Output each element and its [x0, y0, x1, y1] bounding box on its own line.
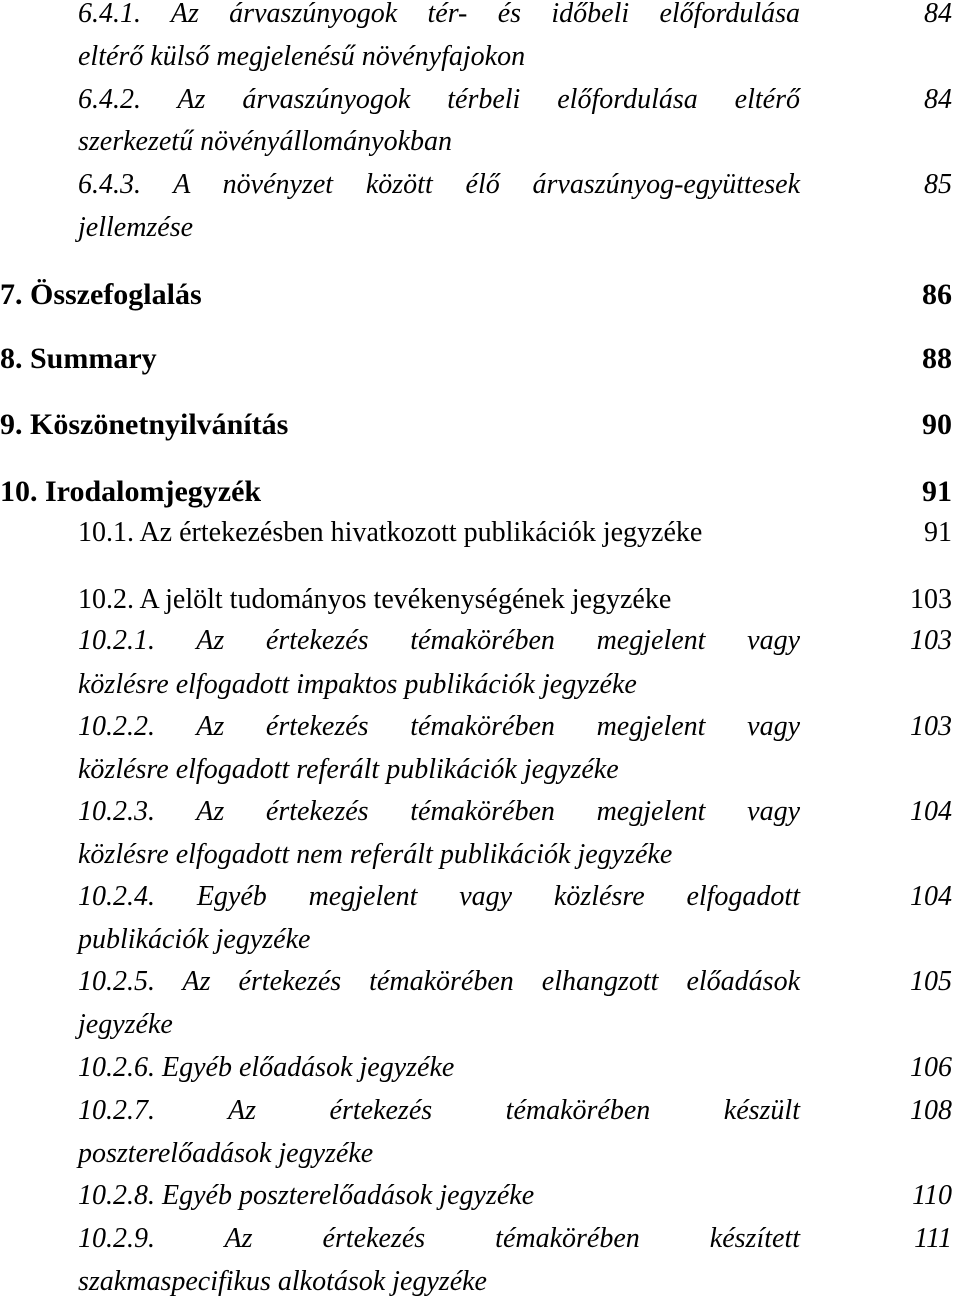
toc-entry-title-line: 10.2.4. Egyéb megjelent vagy közlésre elfogadott: [78, 881, 800, 912]
toc-entry-title-line: 10. Irodalomjegyzék: [0, 475, 262, 508]
toc-page-number: 106: [910, 1052, 952, 1083]
toc-entry-title-line: 8. Summary: [0, 342, 157, 375]
toc-entry-title-line: publikációk jegyzéke: [78, 924, 311, 955]
toc-entry-title-line: 10.2.5. Az értekezés témakörében elhangzott előadások: [78, 966, 800, 997]
toc-entry-title-line: poszterelőadások jegyzéke: [78, 1138, 374, 1169]
toc-page-number: 84: [924, 84, 952, 115]
toc-entry-title-line: közlésre elfogadott nem referált publikációk jegyzéke: [78, 839, 673, 870]
toc-page-number: 105: [910, 966, 952, 997]
toc-page-number: 110: [912, 1180, 952, 1211]
toc-entry-title-line: 10.2.3. Az értekezés témakörében megjelent vagy: [78, 796, 800, 827]
toc-entry-title-line: közlésre elfogadott referált publikációk jegyzéke: [78, 754, 619, 785]
toc-entry-title-line: 10.2.7. Az értekezés témakörében készült: [78, 1095, 800, 1126]
toc-entry-title-line: 10.2.6. Egyéb előadások jegyzéke: [78, 1052, 455, 1083]
toc-page-number: 103: [910, 625, 952, 656]
toc-entry-title-line: 10.2.1. Az értekezés témakörében megjelent vagy: [78, 625, 800, 656]
toc-page-number: 84: [924, 0, 952, 29]
toc-page-number: 103: [910, 584, 952, 615]
toc-entry-title-line: 10.2. A jelölt tudományos tevékenységének jegyzéke: [78, 584, 672, 615]
toc-page-number: 108: [910, 1095, 952, 1126]
toc-page-number: 111: [914, 1223, 952, 1254]
toc-page-number: 103: [910, 711, 952, 742]
toc-page-number: 85: [924, 169, 952, 200]
toc-entry-title-line: 6.4.2. Az árvaszúnyogok térbeli előfordulása eltérő: [78, 84, 800, 115]
toc-page-number: 104: [910, 796, 952, 827]
toc-page-number: 91: [922, 475, 952, 508]
toc-page-number: 104: [910, 881, 952, 912]
toc-entry-title-line: 10.2.8. Egyéb poszterelőadások jegyzéke: [78, 1180, 535, 1211]
toc-entry-title-line: 7. Összefoglalás: [0, 278, 202, 311]
toc-entry-title-line: 6.4.3. A növényzet között élő árvaszúnyog-együttesek: [78, 169, 800, 200]
toc-entry-title-line: jellemzése: [78, 212, 194, 243]
toc-entry-title-line: szerkezetű növényállományokban: [78, 126, 452, 157]
toc-entry-title-line: közlésre elfogadott impaktos publikációk jegyzéke: [78, 669, 637, 700]
toc-entry-title-line: jegyzéke: [78, 1009, 173, 1040]
toc-entry-title-line: 10.2.2. Az értekezés témakörében megjelent vagy: [78, 711, 800, 742]
toc-entry-title-line: 10.1. Az értekezésben hivatkozott publikációk jegyzéke: [78, 517, 703, 548]
toc-page-number: 91: [924, 517, 952, 548]
toc-entry-title-line: szakmaspecifikus alkotások jegyzéke: [78, 1266, 487, 1297]
toc-entry-title-line: 9. Köszönetnyilvánítás: [0, 408, 289, 441]
toc-entry-title-line: 6.4.1. Az árvaszúnyogok tér- és időbeli előfordulása: [78, 0, 800, 29]
toc-page-number: 88: [922, 342, 952, 375]
toc-page-number: 86: [922, 278, 952, 311]
toc-entry-title-line: eltérő külső megjelenésű növényfajokon: [78, 41, 526, 72]
toc-entry-title-line: 10.2.9. Az értekezés témakörében készített: [78, 1223, 800, 1254]
toc-page-number: 90: [922, 408, 952, 441]
